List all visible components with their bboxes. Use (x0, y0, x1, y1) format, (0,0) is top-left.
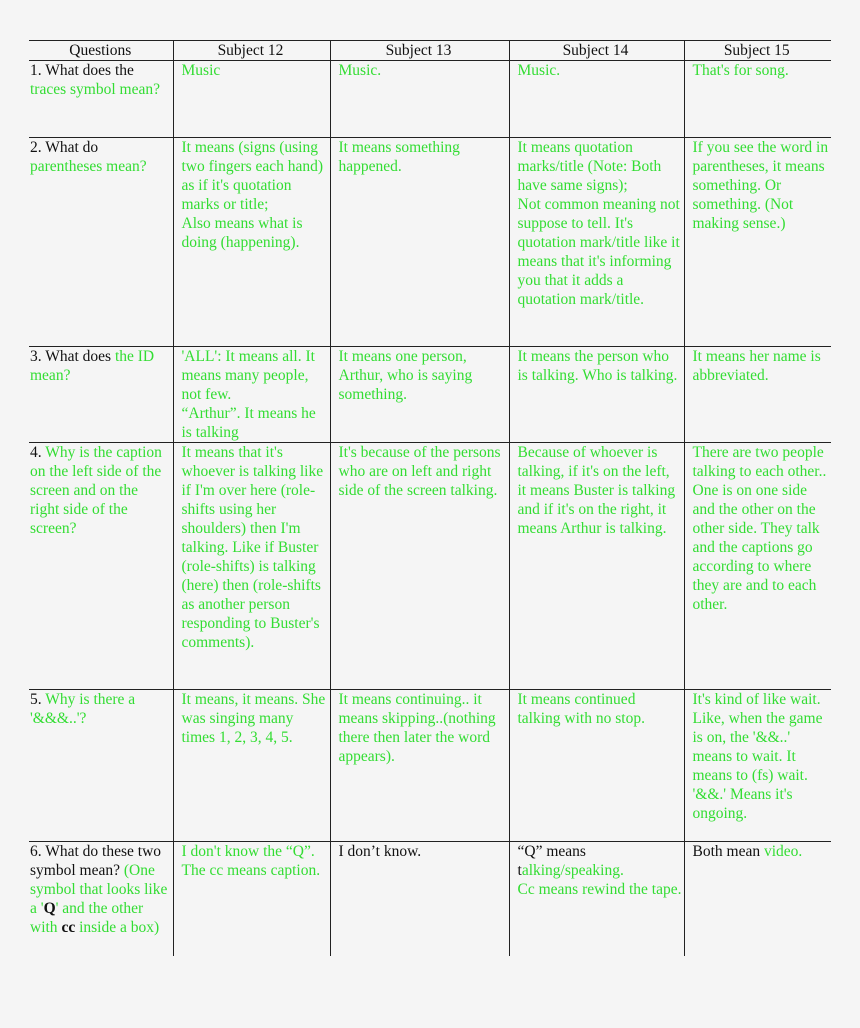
table-row (29, 842, 831, 956)
answer-cell: It means that it's whoever is talking like if I'm over here (role-shifts using her shoulders) then I'm talking. Like if Buster (role-shifts) is talking (here) then (role-shifts as another person responding to Buster's comments). (173, 443, 330, 690)
answer-cell (684, 842, 831, 956)
answer-text: alking/speaking. (521, 862, 624, 879)
answer-cell: It means the person who is talking. Who is talking. (509, 347, 684, 443)
header-questions: Questions (29, 41, 173, 61)
question-text: Why is there a '&&&..'? (30, 691, 136, 727)
question-text: inside a box) (75, 919, 160, 936)
question-cell (29, 690, 173, 842)
answer-line: It's kind of like wait. (692, 691, 821, 708)
answer-cell: That's for song. (684, 61, 831, 138)
answer-cell: Music (173, 61, 330, 138)
answer-line: “Arthur”. It means he is talking (181, 405, 316, 441)
answer-line: The cc means caption. (181, 862, 321, 879)
question-text: the ID mean? (30, 348, 155, 384)
answer-text: video. (760, 843, 803, 860)
question-cell (29, 443, 173, 690)
question-text: 6. What do these two symbol mean? (30, 843, 162, 879)
question-text: (One symbol that looks like a ' (30, 862, 168, 917)
header-subject-15: Subject 15 (684, 41, 831, 61)
question-text: 4. (30, 444, 42, 461)
question-text: 5. (30, 691, 42, 708)
answer-cell (509, 842, 684, 956)
answer-line: 'ALL': It means all. It means many people, not few. (181, 348, 315, 403)
answer-cell: It means one person, Arthur, who is saying something. (330, 347, 509, 443)
answer-cell: It means continued talking with no stop. (509, 690, 684, 842)
answer-cell: It means something happened. (330, 138, 509, 347)
answer-line: It means (signs (using two fingers each hand) as if it's quotation marks or title; (181, 139, 324, 213)
question-text: Q (43, 900, 56, 917)
answer-cell: Because of whoever is talking, if it's on the left, it means Buster is talking and if it's on the right, it means Arthur is talking. (509, 443, 684, 690)
answer-cell: Music. (330, 61, 509, 138)
answer-cell (173, 347, 330, 443)
answer-text: t (517, 862, 522, 879)
answer-cell: It means her name is abbreviated. (684, 347, 831, 443)
answer-cell (509, 138, 684, 347)
answer-cell: I don’t know. (330, 842, 509, 956)
question-text: 3. What does (30, 348, 112, 365)
header-subject-14: Subject 14 (509, 41, 684, 61)
question-text: 2. What do (30, 139, 99, 156)
answer-line: Like, when the game is on, the '&&..' means to wait. It means to (fs) wait. '&&.' Means it's ongoing. (692, 710, 823, 822)
answer-cell: It means continuing.. it means skipping..(nothing there then later the word appears). (330, 690, 509, 842)
responses-table (29, 40, 831, 956)
question-cell (29, 842, 173, 956)
table-row (29, 690, 831, 842)
table-row (29, 61, 831, 138)
answer-cell: Music. (509, 61, 684, 138)
question-text: ' and the other with (30, 900, 144, 936)
header-subject-13: Subject 13 (330, 41, 509, 61)
answer-cell: It's because of the persons who are on left and right side of the screen talking. (330, 443, 509, 690)
question-cell (29, 138, 173, 347)
question-text: Why is the caption on the left side of the screen and on the right side of the screen? (30, 444, 162, 537)
header-subject-12: Subject 12 (173, 41, 330, 61)
answer-cell: If you see the word in parentheses, it means something. Or something. (Not making sense.) (684, 138, 831, 347)
answer-line: I don't know the “Q”. (181, 843, 315, 860)
answer-line: Not common meaning not suppose to tell. It's quotation mark/title like it means that it's informing you that it adds a quotation mark/title. (517, 196, 680, 308)
answer-line: Also means what is doing (happening). (181, 215, 303, 251)
table-row (29, 138, 831, 347)
question-cell (29, 61, 173, 138)
question-text: 1. What does the (30, 62, 134, 79)
question-text: traces symbol mean? (30, 81, 160, 98)
answer-cell: It means, it means. She was singing many times 1, 2, 3, 4, 5. (173, 690, 330, 842)
answer-line: It means quotation marks/title (Note: Both have same signs); (517, 139, 662, 194)
question-text: parentheses mean? (30, 158, 147, 175)
table-row (29, 443, 831, 690)
header-row (29, 41, 831, 61)
question-text: cc (61, 919, 76, 936)
question-cell (29, 347, 173, 443)
answer-cell (173, 138, 330, 347)
answer-cell (684, 690, 831, 842)
answer-cell (173, 842, 330, 956)
answer-text: Both mean (692, 843, 761, 860)
answer-cell: There are two people talking to each other.. One is on one side and the other on the other side. They talk and the captions go according to where they are and to each other. (684, 443, 831, 690)
answer-text: “Q” means (517, 843, 586, 860)
table-row (29, 347, 831, 443)
answer-line: Cc means rewind the tape. (517, 881, 682, 898)
